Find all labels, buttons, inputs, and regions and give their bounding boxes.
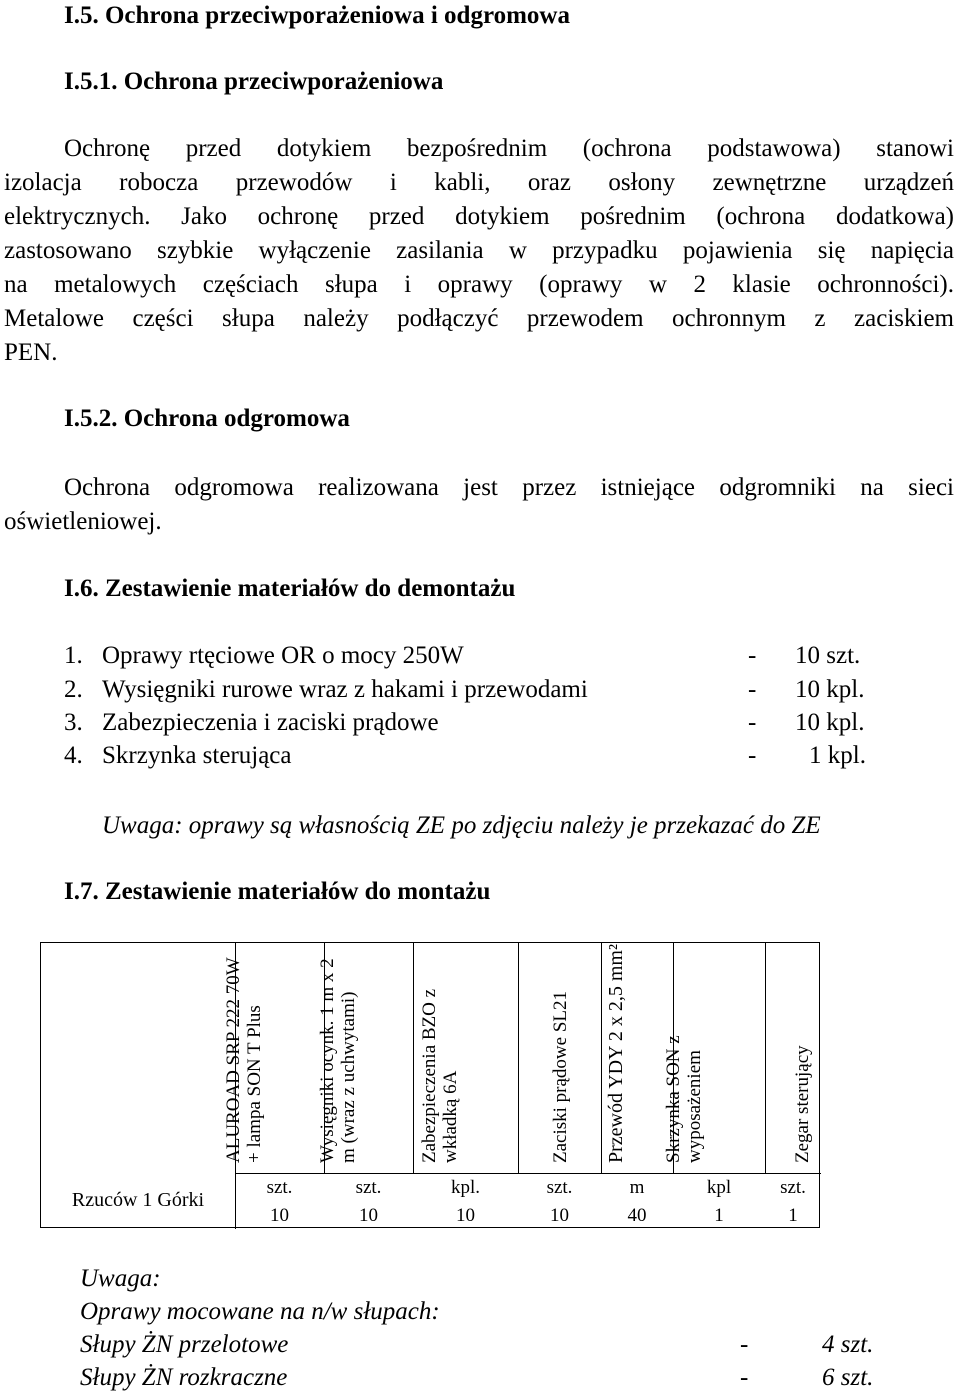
paragraph-line: elektrycznych. Jako ochronę przed dotykiem pośrednim (ochrona dodatkowa) [4,203,954,230]
table-divider [413,943,414,1173]
pole-qty: 4 szt. [822,1331,874,1358]
table-divider [601,943,602,1173]
item-dash: - [748,642,757,669]
column-header: ALUROAD SRP 222 70W + lampa SON T Plus [223,957,265,1163]
section-title-i5: I.5. Ochrona przeciwporażeniowa i odgromowa [64,2,570,29]
qty-cell: 40 [627,1205,647,1226]
item-number: 4. [64,742,83,769]
section-title-i52: I.5.2. Ochrona odgromowa [64,405,350,432]
section-title-i6: I.6. Zestawienie materiałów do demontażu [64,575,516,602]
item-name: Zabezpieczenia i zaciski prądowe [102,709,439,736]
item-qty: 10 szt. [795,642,861,669]
paragraph-line: oświetleniowej. [4,508,162,535]
qty-cell: 10 [550,1205,569,1226]
table-divider [518,943,519,1173]
note-title: Uwaga: [80,1265,161,1292]
column-header: Zegar sterujący [792,1045,813,1163]
paragraph-line: PEN. [4,339,58,366]
unit-cell: szt. [266,1177,293,1198]
pole-qty: 6 szt. [822,1364,874,1391]
column-header: Zaciski prądowe SL21 [550,990,571,1163]
qty-cell: 10 [359,1205,378,1226]
qty-cell: 10 [270,1205,289,1226]
qty-cell: 10 [456,1205,475,1226]
item-dash: - [748,709,757,736]
unit-cell: m [629,1177,645,1198]
item-number: 1. [64,642,83,669]
column-header: Przewód YDY 2 x 2,5 mm² [605,944,627,1163]
item-qty: 1 kpl. [809,742,866,769]
column-header: Skrzynka SON z wyposażeniem [663,1035,705,1163]
column-header: Wysięgniki ocynk. 1 m x 2 m (wraz z uchwytami) [317,958,359,1163]
pole-dash: - [740,1331,749,1358]
item-name: Wysięgniki rurowe wraz z hakami i przewodami [102,676,588,703]
unit-cell: szt. [546,1177,573,1198]
item-name: Oprawy rtęciowe OR o mocy 250W [102,642,464,669]
pole-name: Słupy ŻN rozkraczne [80,1364,288,1391]
table-row-label: Rzuców 1 Górki [71,1189,205,1211]
paragraph-line: Metalowe części słupa należy podłączyć przewodem ochronnym z zaciskiem [4,305,954,332]
item-dash: - [748,676,757,703]
section-title-i7: I.7. Zestawienie materiałów do montażu [64,878,491,905]
table-divider [235,1173,821,1174]
note-subtitle: Oprawy mocowane na n/w słupach: [80,1298,440,1325]
item-qty: 10 kpl. [795,709,865,736]
item-qty: 10 kpl. [795,676,865,703]
materials-table [40,942,820,1228]
item-number: 2. [64,676,83,703]
paragraph-line: Ochronę przed dotykiem bezpośrednim (ochrona podstawowa) stanowi [64,135,954,162]
qty-cell: 1 [788,1205,798,1226]
unit-cell: kpl [706,1177,732,1198]
unit-cell: kpl. [450,1177,481,1198]
item-number: 3. [64,709,83,736]
unit-cell: szt. [355,1177,382,1198]
pole-name: Słupy ŻN przelotowe [80,1331,289,1358]
paragraph-line: Ochrona odgromowa realizowana jest przez istniejące odgromniki na sieci [64,474,954,501]
paragraph-line: na metalowych częściach słupa i oprawy (oprawy w 2 klasie ochronności). [4,271,954,298]
section-title-i51: I.5.1. Ochrona przeciwporażeniowa [64,68,444,95]
demolition-note: Uwaga: oprawy są własnością ZE po zdjęciu należy je przekazać do ZE [102,812,821,839]
item-name: Skrzynka sterująca [102,742,292,769]
qty-cell: 1 [714,1205,724,1226]
table-divider [765,943,766,1173]
paragraph-line: izolacja robocza przewodów i kabli, oraz osłony zewnętrzne urządzeń [4,169,954,196]
item-dash: - [748,742,757,769]
paragraph-line: zastosowano szybkie wyłączenie zasilania w przypadku pojawienia się napięcia [4,237,954,264]
column-header: Zabezpieczenia BZO z wkładką 6A [419,988,461,1163]
unit-cell: szt. [780,1177,806,1198]
pole-dash: - [740,1364,749,1391]
